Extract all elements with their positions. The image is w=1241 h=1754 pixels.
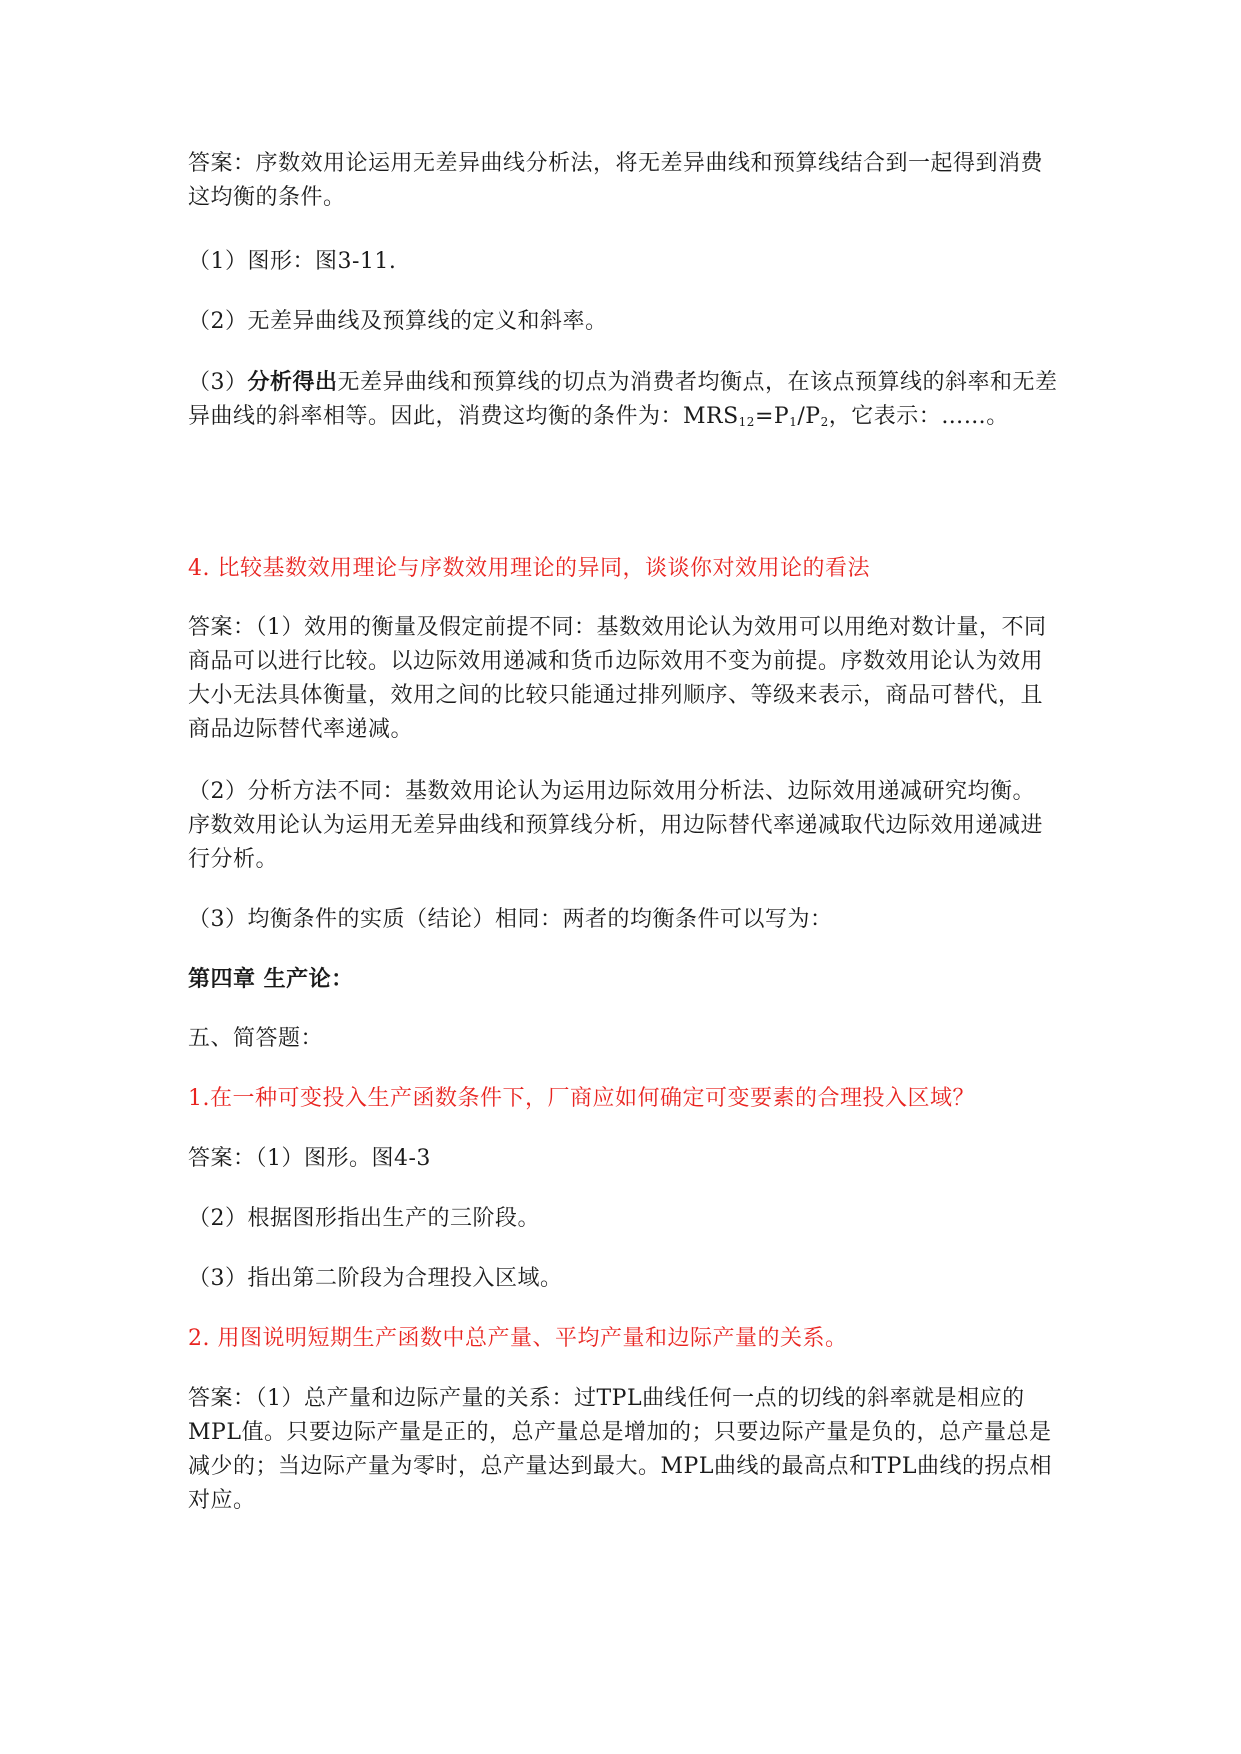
answer-1-part-2: （2）根据图形指出生产的三阶段。 [188, 1206, 540, 1231]
answer-4-part-3: （3）均衡条件的实质（结论）相同：两者的均衡条件可以写为： [188, 907, 833, 932]
section-heading: 五、简答题： [188, 1026, 324, 1051]
answer-point-figure: （1）图形：图3-11. [188, 249, 397, 274]
question-4: 4. 比较基数效用理论与序数效用理论的异同，谈谈你对效用论的看法 [188, 556, 870, 581]
answer-1-part-3: （3）指出第二阶段为合理投入区域。 [188, 1266, 563, 1291]
answer-paragraph-ordinal-utility: 答案：序数效用论运用无差异曲线分析法，将无差异曲线和预算线结合到一起得到消费这均衡的条件。 [188, 151, 1044, 210]
question-1: 1.在一种可变投入生产函数条件下，厂商应如何确定可变要素的合理投入区域？ [188, 1086, 975, 1111]
answer-4-part-2: （2）分析方法不同：基数效用论认为运用边际效用分析法、边际效用递减研究均衡。 序数效用论认为运用无差异曲线和预算线分析，用边际替代率递减取代边际效用递减进行分析。 [188, 779, 1044, 872]
chapter-heading: 第四章 生产论： [188, 966, 354, 992]
answer-point-definition: （2）无差异曲线及预算线的定义和斜率。 [188, 309, 608, 334]
bold-phrase: 分析得出 [247, 369, 338, 395]
point-text-end: ，它表示：……。 [828, 404, 1009, 429]
slash-p: /P [797, 404, 821, 429]
answer-4-part-1: 答案：（1）效用的衡量及假定前提不同：基数效用论认为效用可以用绝对数计量，不同商品可以进行比较。以边际效用递减和货币边际效用不变为前提。序数效用论认为效用大小无法具体衡量，效用之间的比较只能通过排列顺序、等级来表示，商品可替代，且商品边际替代率递减。 [188, 615, 1047, 742]
subscript-1: 1 [789, 415, 798, 429]
answer-point-equilibrium [188, 365, 1058, 434]
subscript-12: 12 [738, 415, 755, 429]
question-2: 2. 用图说明短期生产函数中总产量、平均产量和边际产量的关系。 [188, 1326, 848, 1351]
subscript-2: 2 [820, 415, 829, 429]
point-text: 无差异曲线和预算线的切点为消费者均衡点，在该点预算线的斜率和无差异曲线的斜率相等。因此，消费这均衡的条件为：MRS [188, 370, 1058, 429]
answer-2-part-1: 答案：（1）总产量和边际产量的关系：过TPL曲线任何一点的切线的斜率就是相应的MPL值。只要边际产量是正的，总产量总是增加的；只要边际产量是负的，总产量总是减少的；当边际产量为零时，总产量达到最大。MPL曲线的最高点和TPL曲线的拐点相对应。 [188, 1386, 1053, 1513]
point-prefix: （3） [188, 370, 248, 395]
equals-p: =P [754, 404, 790, 429]
answer-1-part-1: 答案：（1）图形。图4-3 [188, 1146, 431, 1171]
